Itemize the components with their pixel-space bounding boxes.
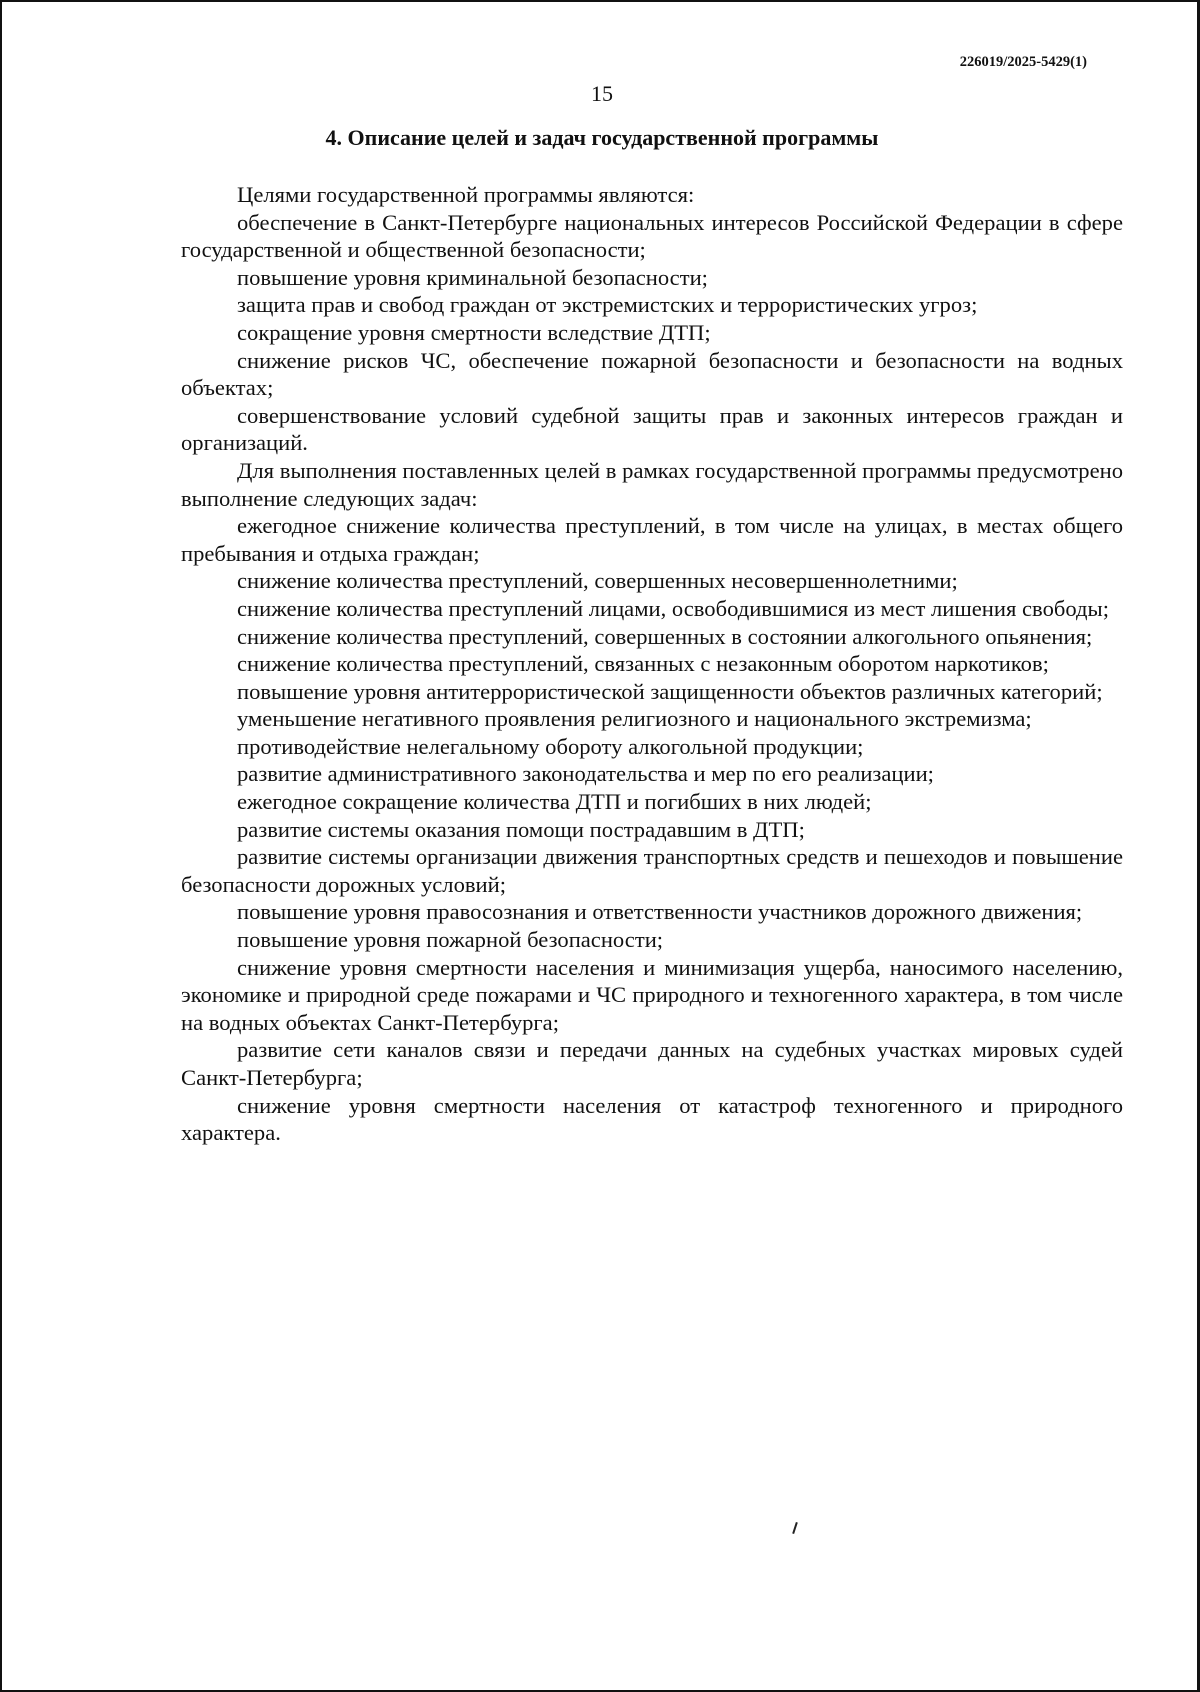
document-number: 226019/2025-5429(1) [959,54,1087,70]
paragraph: снижение рисков ЧС, обеспечение пожарной безопасности и безопасности на водных объектах; [181,347,1123,401]
paragraph: снижение количества преступлений, совершенных в состоянии алкогольного опьянения; [237,623,1093,649]
paragraph: снижение уровня смертности населения и минимизация ущерба, наносимого населению, экономике и природной среде пожарами и ЧС природного и техногенного характера, в том числе на водных объектах Санкт-Петербурга; [181,954,1123,1035]
paragraph: защита прав и свобод граждан от экстремистских и террористических угроз; [237,292,978,318]
paragraph: Для выполнения поставленных целей в рамках государственной программы предусмотрено выполнение следующих задач: [181,457,1123,511]
paragraph: сокращение уровня смертности вследствие ДТП; [237,319,711,345]
paragraph: снижение количества преступлений, связанных с незаконным оборотом наркотиков; [237,651,1049,677]
paragraph: развитие сети каналов связи и передачи данных на судебных участках мировых судей Санкт-Петербурга; [181,1037,1123,1090]
paragraph: противодействие нелегальному обороту алкогольной продукции; [237,733,864,759]
paragraph: повышение уровня пожарной безопасности; [237,927,664,953]
paragraph: снижение количества преступлений, совершенных несовершеннолетними; [237,568,958,594]
scan-mark [792,1522,798,1534]
paragraph: ежегодное сокращение количества ДТП и погибших в них людей; [237,789,872,815]
paragraph: повышение уровня антитеррористической защищенности объектов различных категорий; [237,678,1103,704]
paragraph: развитие системы организации движения транспортных средств и пешеходов и повышение безопасности дорожных условий; [181,844,1123,897]
page-number: 15 [591,81,613,106]
paragraph: Целями государственной программы являются: [237,182,695,207]
paragraph: повышение уровня правосознания и ответственности участников дорожного движения; [237,899,1083,925]
paragraph: совершенствование условий судебной защиты прав и законных интересов граждан и организаций. [181,402,1123,456]
paragraph: снижение количества преступлений лицами, освободившимися из мест лишения свободы; [237,595,1109,621]
paragraph: обеспечение в Санкт-Петербурге национальных интересов Российской Федерации в сфере государственной и общественной безопасности; [181,209,1123,263]
paragraph: уменьшение негативного проявления религиозного и национального экстремизма; [237,706,1032,732]
paragraph: снижение уровня смертности населения от катастроф техногенного и природного характера. [181,1092,1123,1146]
section-title: 4. Описание целей и задач государственной программы [325,125,879,150]
paragraph: ежегодное снижение количества преступлений, в том числе на улицах, в местах общего пребывания и отдыха граждан; [181,513,1123,566]
paragraph: развитие системы оказания помощи пострадавшим в ДТП; [237,816,805,842]
document-body [181,181,1123,1147]
paragraph: повышение уровня криминальной безопасности; [237,264,708,290]
paragraph: развитие административного законодательства и мер по его реализации; [237,761,934,787]
